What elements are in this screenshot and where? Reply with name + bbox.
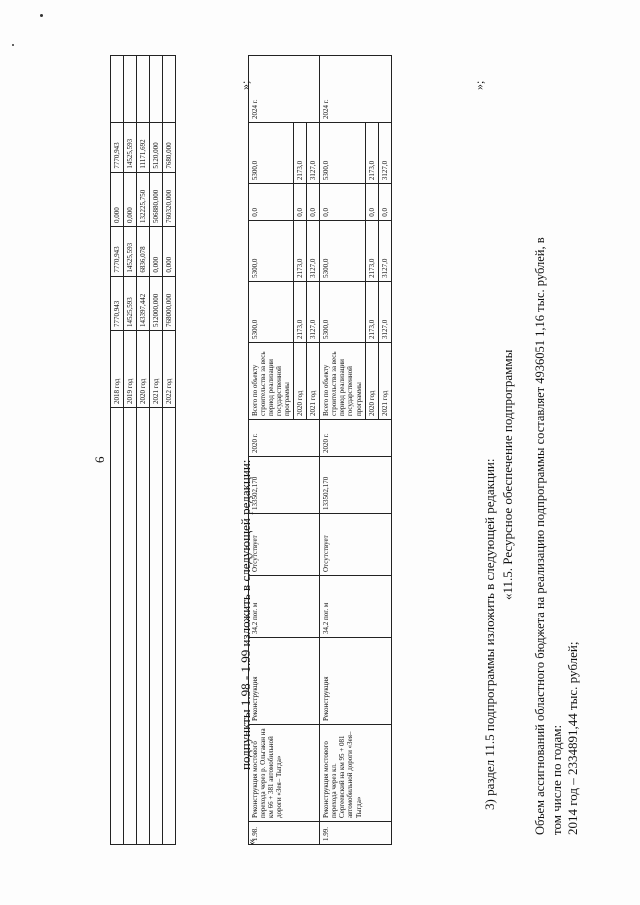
empty-cell	[163, 56, 176, 123]
table-row	[111, 56, 124, 845]
value-cell: 2173,0	[365, 220, 378, 281]
year-cell: 2022 год	[163, 331, 176, 408]
continuation-table	[110, 55, 176, 845]
value-cell: 0,000	[124, 172, 137, 226]
empty-cell	[111, 408, 124, 845]
object-name-cell: Реконструкция мостового перехода через р. Ольгакан на км 66 + 381 автомобильной дороги «Зея– Тыгда»	[249, 725, 320, 822]
funding-label-cell: 2021 год	[307, 343, 320, 420]
table-row	[249, 56, 294, 845]
closing-quote-top: »;	[238, 80, 252, 90]
value-cell: 5120,000	[150, 123, 163, 173]
section3-text: 3) раздел 11.5 подпрограммы изложить в следующей редакции:	[482, 458, 497, 810]
value-cell: 0,000	[163, 227, 176, 277]
value-cell: 2173,0	[365, 123, 378, 184]
empty-cell	[150, 408, 163, 845]
table-row	[124, 56, 137, 845]
value-cell: 14525,593	[124, 276, 137, 330]
table-row	[163, 56, 176, 845]
work-type-cell: Реконструкция	[249, 638, 320, 725]
value-cell: 5300,0	[249, 123, 294, 184]
value-cell: 7770,943	[111, 123, 124, 173]
empty-cell	[137, 56, 150, 123]
status-cell: Отсутствует	[320, 514, 391, 576]
funding-label-cell: Всего по объекту строительства за весь период реализации государственной программы	[320, 343, 365, 420]
value-cell: 7770,943	[111, 276, 124, 330]
cost-cell: 133502,170	[320, 457, 391, 514]
empty-cell	[137, 408, 150, 845]
paragraph-2: том числе по годам:	[549, 724, 564, 835]
value-cell: 0,0	[320, 184, 365, 221]
funding-label-cell: 2020 год	[294, 343, 307, 420]
value-cell: 0,0	[294, 184, 307, 221]
value-cell: 0,000	[111, 172, 124, 226]
empty-cell	[163, 408, 176, 845]
empty-cell	[124, 56, 137, 123]
value-cell: 2173,0	[294, 220, 307, 281]
value-cell: 2173,0	[294, 123, 307, 184]
value-cell: 3127,0	[307, 220, 320, 281]
value-cell: 0,0	[365, 184, 378, 221]
capacity-cell: 34,2 пог. м	[249, 576, 320, 638]
value-cell: 14525,593	[124, 123, 137, 173]
opening-quote: «	[244, 839, 258, 845]
end-year-cell: 2024 г.	[320, 56, 391, 123]
value-cell: 3127,0	[378, 123, 391, 184]
empty-cell	[111, 56, 124, 123]
empty-cell	[150, 56, 163, 123]
value-cell: 0,0	[307, 184, 320, 221]
value-cell: 2173,0	[294, 281, 307, 342]
cost-cell: 133502,170	[249, 457, 320, 514]
object-name-cell: Реконструкция мостового перехода через кл. Сергеевский на км 95 + 081 автомобильной дороги «Зея– Тыгда»	[320, 725, 391, 822]
value-cell: 5300,0	[249, 220, 294, 281]
start-year-cell: 2020 г.	[249, 420, 320, 457]
value-cell: 0,0	[249, 184, 294, 221]
year-cell: 2018 год	[111, 331, 124, 408]
value-cell: 5300,0	[320, 220, 365, 281]
value-cell: 506880,000	[150, 172, 163, 226]
value-cell: 5300,0	[320, 281, 365, 342]
start-year-cell: 2020 г.	[320, 420, 391, 457]
row-number-cell: 1.98.	[249, 822, 320, 845]
value-cell: 7680,000	[163, 123, 176, 173]
value-cell: 0,0	[378, 184, 391, 221]
value-cell: 3127,0	[378, 220, 391, 281]
value-cell: 143397,442	[137, 276, 150, 330]
value-cell: 5300,0	[320, 123, 365, 184]
paragraph-3: 2014 год – 2334891,44 тыс. рублей;	[565, 641, 580, 835]
table-row	[150, 56, 163, 845]
value-cell: 14525,593	[124, 227, 137, 277]
end-year-cell: 2024 г.	[249, 56, 320, 123]
year-cell: 2020 год	[137, 331, 150, 408]
page-number: 6	[92, 456, 107, 463]
value-cell: 760320,000	[163, 172, 176, 226]
capacity-cell: 34,2 пог. м	[320, 576, 391, 638]
table-row	[137, 56, 150, 845]
paragraph-1: Объем ассигнований областного бюджета на реализацию подпрограммы составляет 4936051 1,16 тыс. рублей, в	[533, 237, 547, 835]
value-cell: 3127,0	[307, 123, 320, 184]
value-cell: 3127,0	[378, 281, 391, 342]
value-cell: 6836,078	[137, 227, 150, 277]
closing-quote-main: »;	[472, 80, 486, 90]
intro-text: подпункты 1.98 - 1.99 изложить в следующей редакции:	[238, 459, 253, 770]
row-number-cell: 1.99.	[320, 822, 391, 845]
section-title: «11.5. Ресурсное обеспечение подпрограммы	[500, 349, 515, 600]
value-cell: 7770,943	[111, 227, 124, 277]
table-row	[320, 56, 365, 845]
objects-table	[248, 55, 392, 845]
funding-label-cell: 2020 год	[365, 343, 378, 420]
empty-cell	[124, 408, 137, 845]
funding-label-cell: Всего по объекту строительства за весь период реализации государственной программы	[249, 343, 294, 420]
value-cell: 0,000	[150, 227, 163, 277]
value-cell: 3127,0	[307, 281, 320, 342]
work-type-cell: Реконструкция	[320, 638, 391, 725]
year-cell: 2019 год	[124, 331, 137, 408]
value-cell: 2173,0	[365, 281, 378, 342]
value-cell: 132225,750	[137, 172, 150, 226]
value-cell: 768000,000	[163, 276, 176, 330]
funding-label-cell: 2021 год	[378, 343, 391, 420]
value-cell: 512000,000	[150, 276, 163, 330]
value-cell: 11171,692	[137, 123, 150, 173]
status-cell: Отсутствует	[249, 514, 320, 576]
year-cell: 2021 год	[150, 331, 163, 408]
value-cell: 5300,0	[249, 281, 294, 342]
